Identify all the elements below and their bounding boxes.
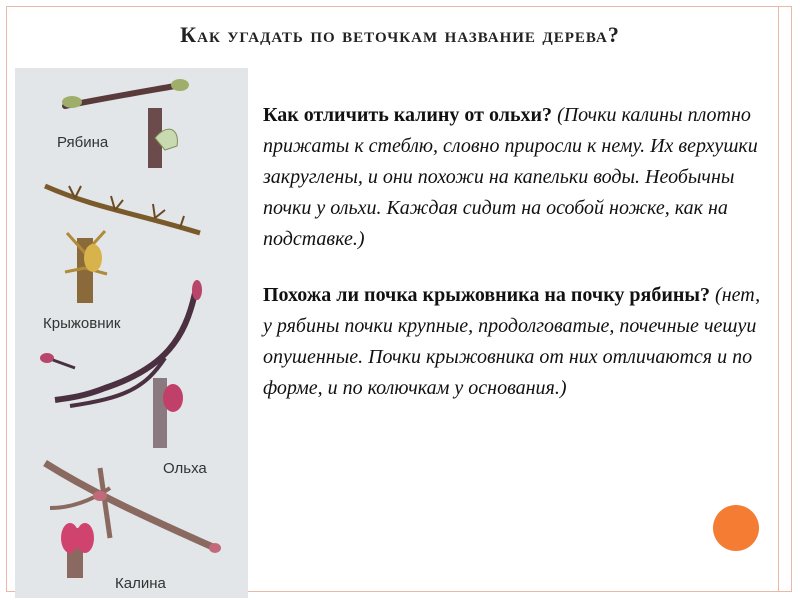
answer-2: (нет, у рябины почки крупные, продолговатые, почечные чешуи опушенные. Почки крыжовника от них отличаются и по форме, и по колючкам у основания.)	[263, 284, 761, 399]
question-1: Как отличить калину от ольхи?	[263, 104, 553, 126]
gooseberry-twig	[45, 186, 200, 303]
accent-circle	[713, 505, 759, 551]
label-rowan: Рябина	[57, 134, 109, 151]
twigs-illustration	[15, 68, 248, 598]
slide-title: Как угадать по веточкам название дерева?	[180, 22, 620, 47]
slide-text	[263, 100, 763, 429]
paragraph-viburnum-alder	[263, 100, 763, 255]
question-2: Похожа ли почка крыжовника на почку рябины?	[263, 284, 711, 306]
label-gooseberry: Крыжовник	[43, 315, 121, 332]
paragraph-gooseberry-rowan	[263, 280, 763, 404]
rowan-twig	[62, 79, 189, 168]
viburnum-twig	[45, 463, 221, 578]
label-alder: Ольха	[163, 460, 207, 477]
frame-right-line	[778, 6, 779, 592]
label-viburnum: Калина	[115, 575, 166, 592]
answer-1: (Почки калины плотно прижаты к стеблю, словно приросли к нему. Их верхушки закруглены, и они похожи на капельки воды. Необычны почки у ольхи. Каждая сидит на особой ножке, как на подставке.)	[263, 104, 758, 250]
alder-twig	[40, 280, 202, 448]
